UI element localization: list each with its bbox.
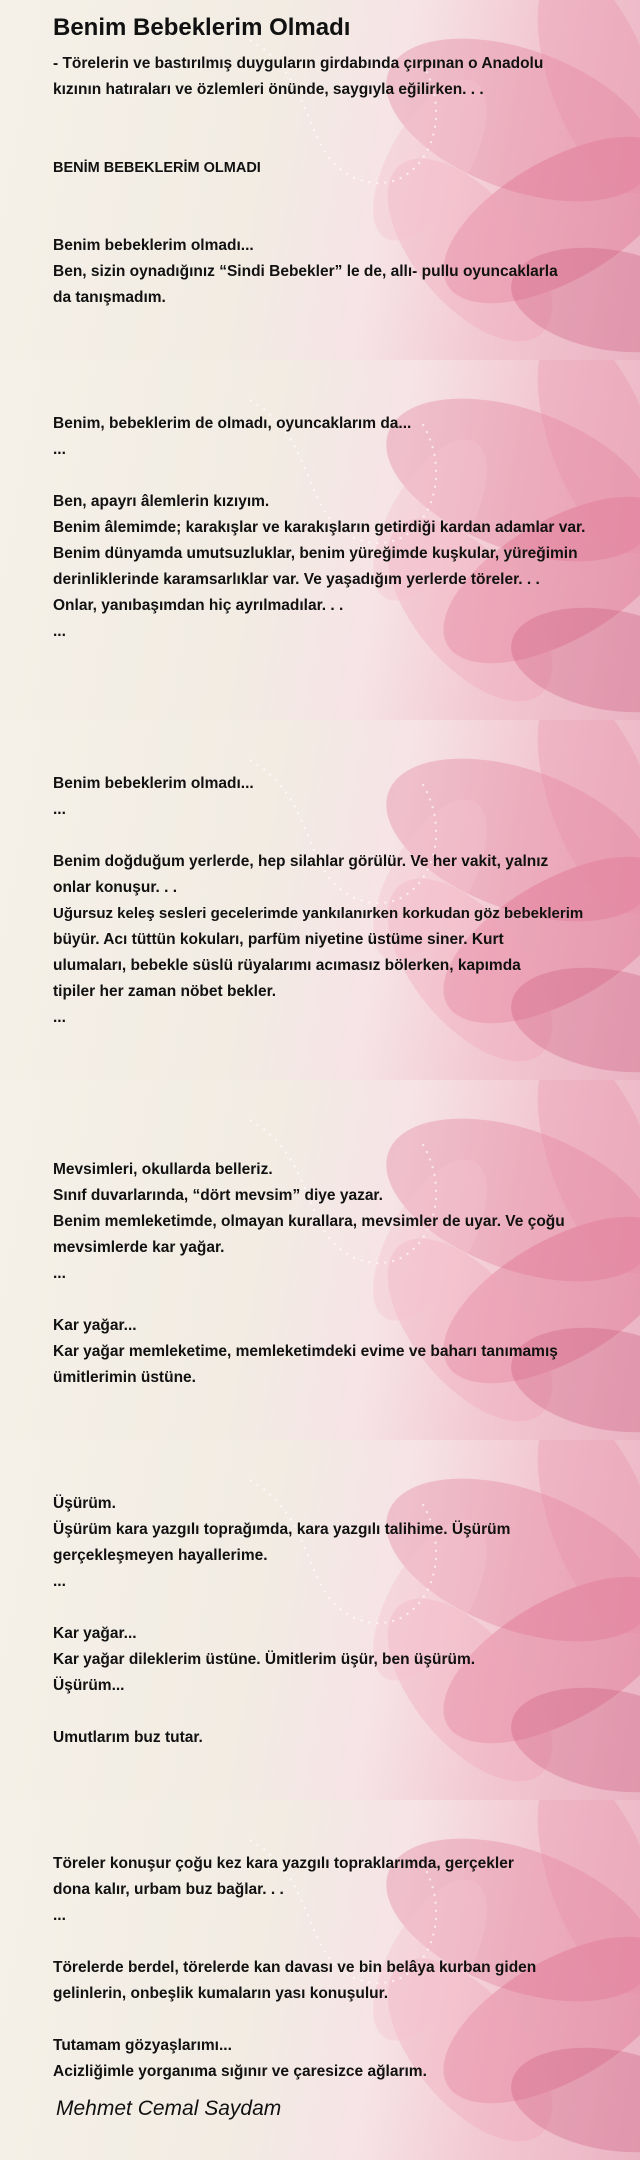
poem-line: Ben, apayrı âlemlerin kızıyım. [53,493,270,510]
poem-line: ümitlerimin üstüne. [53,1369,196,1386]
poem-line: Ben, sizin oynadığınız “Sindi Bebekler” le de, allı- pullu oyuncaklarla [53,263,558,280]
poem-line: Onlar, yanıbaşımdan hiç ayrılmadılar. . . [53,597,344,614]
poem-line: BENİM BEBEKLERİM OLMADI [53,160,261,176]
poem-line: ... [53,1265,66,1282]
poem-line: Kar yağar... [53,1625,137,1642]
poem-title: Benim Bebeklerim Olmadı [53,14,351,41]
poem-line: Üşürüm... [53,1677,125,1694]
poem-line: tipiler her zaman nöbet bekler. [53,983,277,1000]
poem-line: Benim, bebeklerim de olmadı, oyuncaklarım da... [53,415,412,432]
poem-line: Benim bebeklerim olmadı... [53,775,254,792]
poem-line: ... [53,1573,66,1590]
poem-line: Üşürüm kara yazgılı toprağımda, kara yazgılı talihime. Üşürüm [53,1521,511,1538]
poem-line: ... [53,623,66,640]
poem-line: kızının hatıraları ve özlemleri önünde, saygıyla eğilirken. . . [53,81,484,98]
poem-line: mevsimlerde kar yağar. [53,1239,225,1256]
poem-line: Tutamam gözyaşlarımı... [53,2037,232,2054]
poem-line: Üşürüm. [53,1495,116,1512]
poem-line: Benim doğduğum yerlerde, hep silahlar görülür. Ve her vakit, yalnız [53,853,549,870]
poem-line: Benim âlemimde; karakışlar ve karakışların getirdiği kardan adamlar var. [53,519,586,536]
poem-line: Sınıf duvarlarında, “dört mevsim” diye yazar. [53,1187,383,1204]
poem-line: ulumaları, bebekle süslü rüyalarımı acımasız bölerken, kapımda [53,957,521,974]
poem-line: ... [53,1009,66,1026]
poem-line: Törelerde berdel, törelerde kan davası ve bin belâya kurban giden [53,1959,537,1976]
poem-line: Mevsimleri, okullarda belleriz. [53,1161,273,1178]
poem-line: Benim bebeklerim olmadı... [53,237,254,254]
poem-line: ... [53,441,66,458]
poem-author: Mehmet Cemal Saydam [56,2097,282,2120]
poem-line: Töreler konuşur çoğu kez kara yazgılı topraklarımda, gerçekler [53,1855,514,1872]
poem-line: Acizliğimle yorganıma sığınır ve çaresizce ağlarım. [53,2063,427,2080]
poem-line: ... [53,1907,66,1924]
poem-line: Benim memleketimde, olmayan kurallara, mevsimler de uyar. Ve çoğu [53,1213,565,1230]
poem-line: Kar yağar memleketime, memleketimdeki evime ve baharı tanımamış [53,1343,558,1360]
poem-line: Benim dünyamda umutsuzluklar, benim yüreğimde kuşkular, yüreğimin [53,545,578,562]
poem-line: ... [53,801,66,818]
poem-line: büyür. Acı tüttün kokuları, parfüm niyetine üstüme siner. Kurt [53,931,504,948]
poem-line: gelinlerin, onbeşlik kumaların yası konuşulur. [53,1985,389,2002]
poem-line: da tanışmadım. [53,289,166,306]
poem-line: - Törelerin ve bastırılmış duyguların girdabında çırpınan o Anadolu [53,55,544,72]
poem-line: Umutlarım buz tutar. [53,1729,203,1746]
poem-line: gerçekleşmeyen hayallerime. [53,1547,268,1564]
poem-line: Uğursuz keleş sesleri gecelerimde yankılanırken korkudan göz bebeklerim [53,905,584,922]
poem-line: dona kalır, urbam buz bağlar. . . [53,1881,284,1898]
poem-line: onlar konuşur. . . [53,879,178,896]
poem-line: Kar yağar dileklerim üstüne. Ümitlerim üşür, ben üşürüm. [53,1651,476,1668]
poem-line: derinliklerinde karamsarlıklar var. Ve yaşadığım yerlerde töreler. . . [53,571,540,588]
poem-line: Kar yağar... [53,1317,137,1334]
